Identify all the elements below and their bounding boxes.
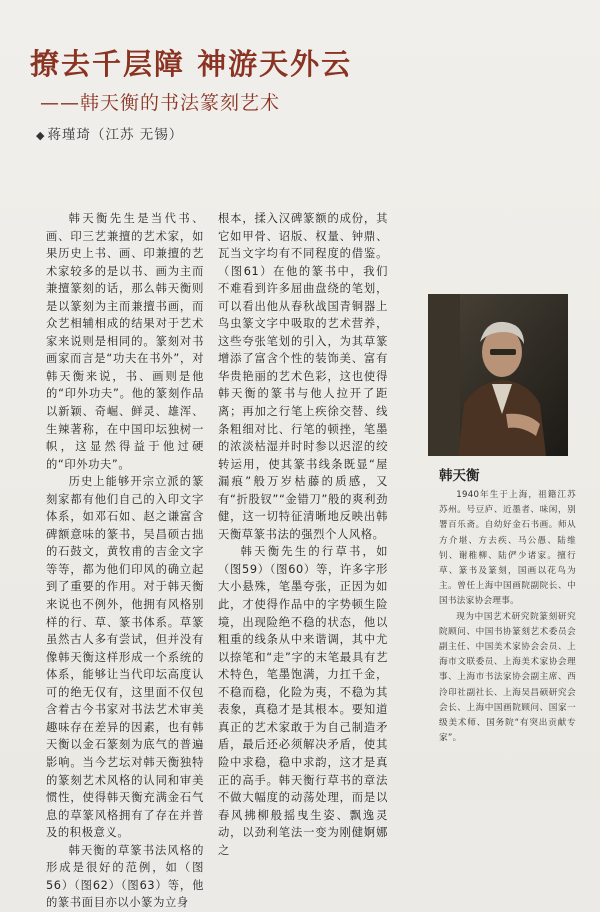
article-subtitle: ——韩天衡的书法篆刻艺术 <box>40 92 281 114</box>
paragraph: 韩天衡的草篆书法风格的形成是很好的范例，如（图56）（图62）（图63）等，他的篆书面目亦以小篆为立身 <box>46 843 204 910</box>
article-title: 撩去千层障 神游天外云 <box>30 47 353 81</box>
paragraph: 韩天衡先生是当代书、画、印三艺兼擅的艺术家，如果历史上书、画、印兼擅的艺术家较多的是以书、画为主而兼擅篆刻的话，那么韩天衡则是以篆刻为主而兼擅书画，而众艺相辅相成的结果对于艺术家来说则是相同的。篆刻对书画家而言是“功夫在书外”，对韩天衡来说，书、画则是他的“印外功夫”。他的篆刻作品以新颖、奇崛、鲜灵、雄浑、生辣著称，在中国印坛独树一帜，这显然得益于他过硬的“印外功夫”。 <box>46 212 204 471</box>
portrait-image <box>428 294 568 456</box>
artist-name-caption: 韩天衡 <box>439 468 480 484</box>
diamond-bullet-icon: ◆ <box>36 129 46 142</box>
bio-paragraph: 1940年生于上海，祖籍江苏苏州。号豆庐、近墨者、味闲，别署百乐斋。自幼好金石书画。师从方介堪、方去疾、马公愚、陆维钊、谢稚柳、陆俨少诸家。擅行草、篆书及篆刻，国画以花鸟为主。曾任上海中国画院副院长、中国书法家协会理事。 <box>439 490 576 607</box>
paragraph: 根本，揉入汉碑篆额的成份，其它如甲骨、诏版、权量、钟鼎、瓦当文字均有不同程度的借鉴。（图61）在他的篆书中，我们不难看到许多屈曲盘绕的笔划，可以看出他从春秋战国青铜器上鸟虫篆文字中吸取的艺术营养，这些夸张笔划的引入，为其草篆增添了富含个性的装饰美、富有华贵艳丽的艺术色彩，这也使得韩天衡的篆书与他人拉开了距离；再加之行笔上疾徐交替、线条粗细对比、行笔的顿挫，笔墨的浓淡枯湿并时时参以迟涩的绞转运用，使其篆书线条既显“屋漏痕”般万岁枯藤的质感，又有“折股钗”“金错刀”般的爽利劲健，这一切特征清晰地反映出韩天衡草篆书法的强烈个人风格。 <box>218 212 388 541</box>
paragraph: 历史上能够开宗立派的篆刻家都有他们自己的入印文字体系，如邓石如、赵之谦富含碑额意味的篆书，吴昌硕古拙的石鼓文，黄牧甫的吉金文字等等，都为他们印风的确立起到了重要的作用。对于韩天衡来说也不例外，他拥有风格别样的行、草、篆书体系。草篆虽然古人多有尝试，但并没有像韩天衡这样形成一个系统的体系，能够让当代印坛高度认可的绝无仅有，这里面不仅包含着古今书家对书法艺术审美趣味存在差异的因素，也有韩天衡以金石篆刻为底气的普遍影响。当今艺坛对韩天衡独特的篆刻艺术风格的认同和审美惯性，使得韩天衡充满金石气息的草篆风格拥有了存在并普及的积极意义。 <box>46 475 204 840</box>
artist-bio <box>439 488 576 746</box>
author-name: 蒋瑾琦（江苏 无锡） <box>47 127 184 143</box>
bio-paragraph: 现为中国艺术研究院篆刻研究院顾问、中国书协篆刻艺术委员会副主任、中国美术家协会会员、上海市文联委员、上海美术家协会理事、上海市书法家协会副主席、西泠印社副社长、上海吴昌硕研究会会长、上海中国画院顾问、国家一级美术师、国务院“有突出贡献专家”。 <box>439 611 576 744</box>
body-column-middle <box>218 210 388 859</box>
paragraph: 韩天衡先生的行草书，如（图59）（图60）等，许多字形大小悬殊，笔墨夸张，正因为如此，才使得作品中的字势顿生险境，出现险绝不稳的状态，他以粗重的线条从中来谐调，其中尤以捺笔和“走”字的末笔最具有艺术特色，笔墨饱满，力扛千金，不稳而稳，化险为夷，不稳为其表象，真稳才是其根本。要知道真正的艺术家敢于为自己制造矛盾，最后还必须解决矛盾，使其险中求稳，稳中求韵，这才是真正的高手。韩天衡行草书的章法不做大幅度的动荡处理，而是以春风拂柳般摇曳生姿、飘逸灵动，以劲利笔法一变为刚健婀娜之 <box>218 545 388 857</box>
author-line <box>36 123 183 143</box>
body-column-left <box>46 210 204 912</box>
artist-portrait-photo <box>428 294 568 456</box>
